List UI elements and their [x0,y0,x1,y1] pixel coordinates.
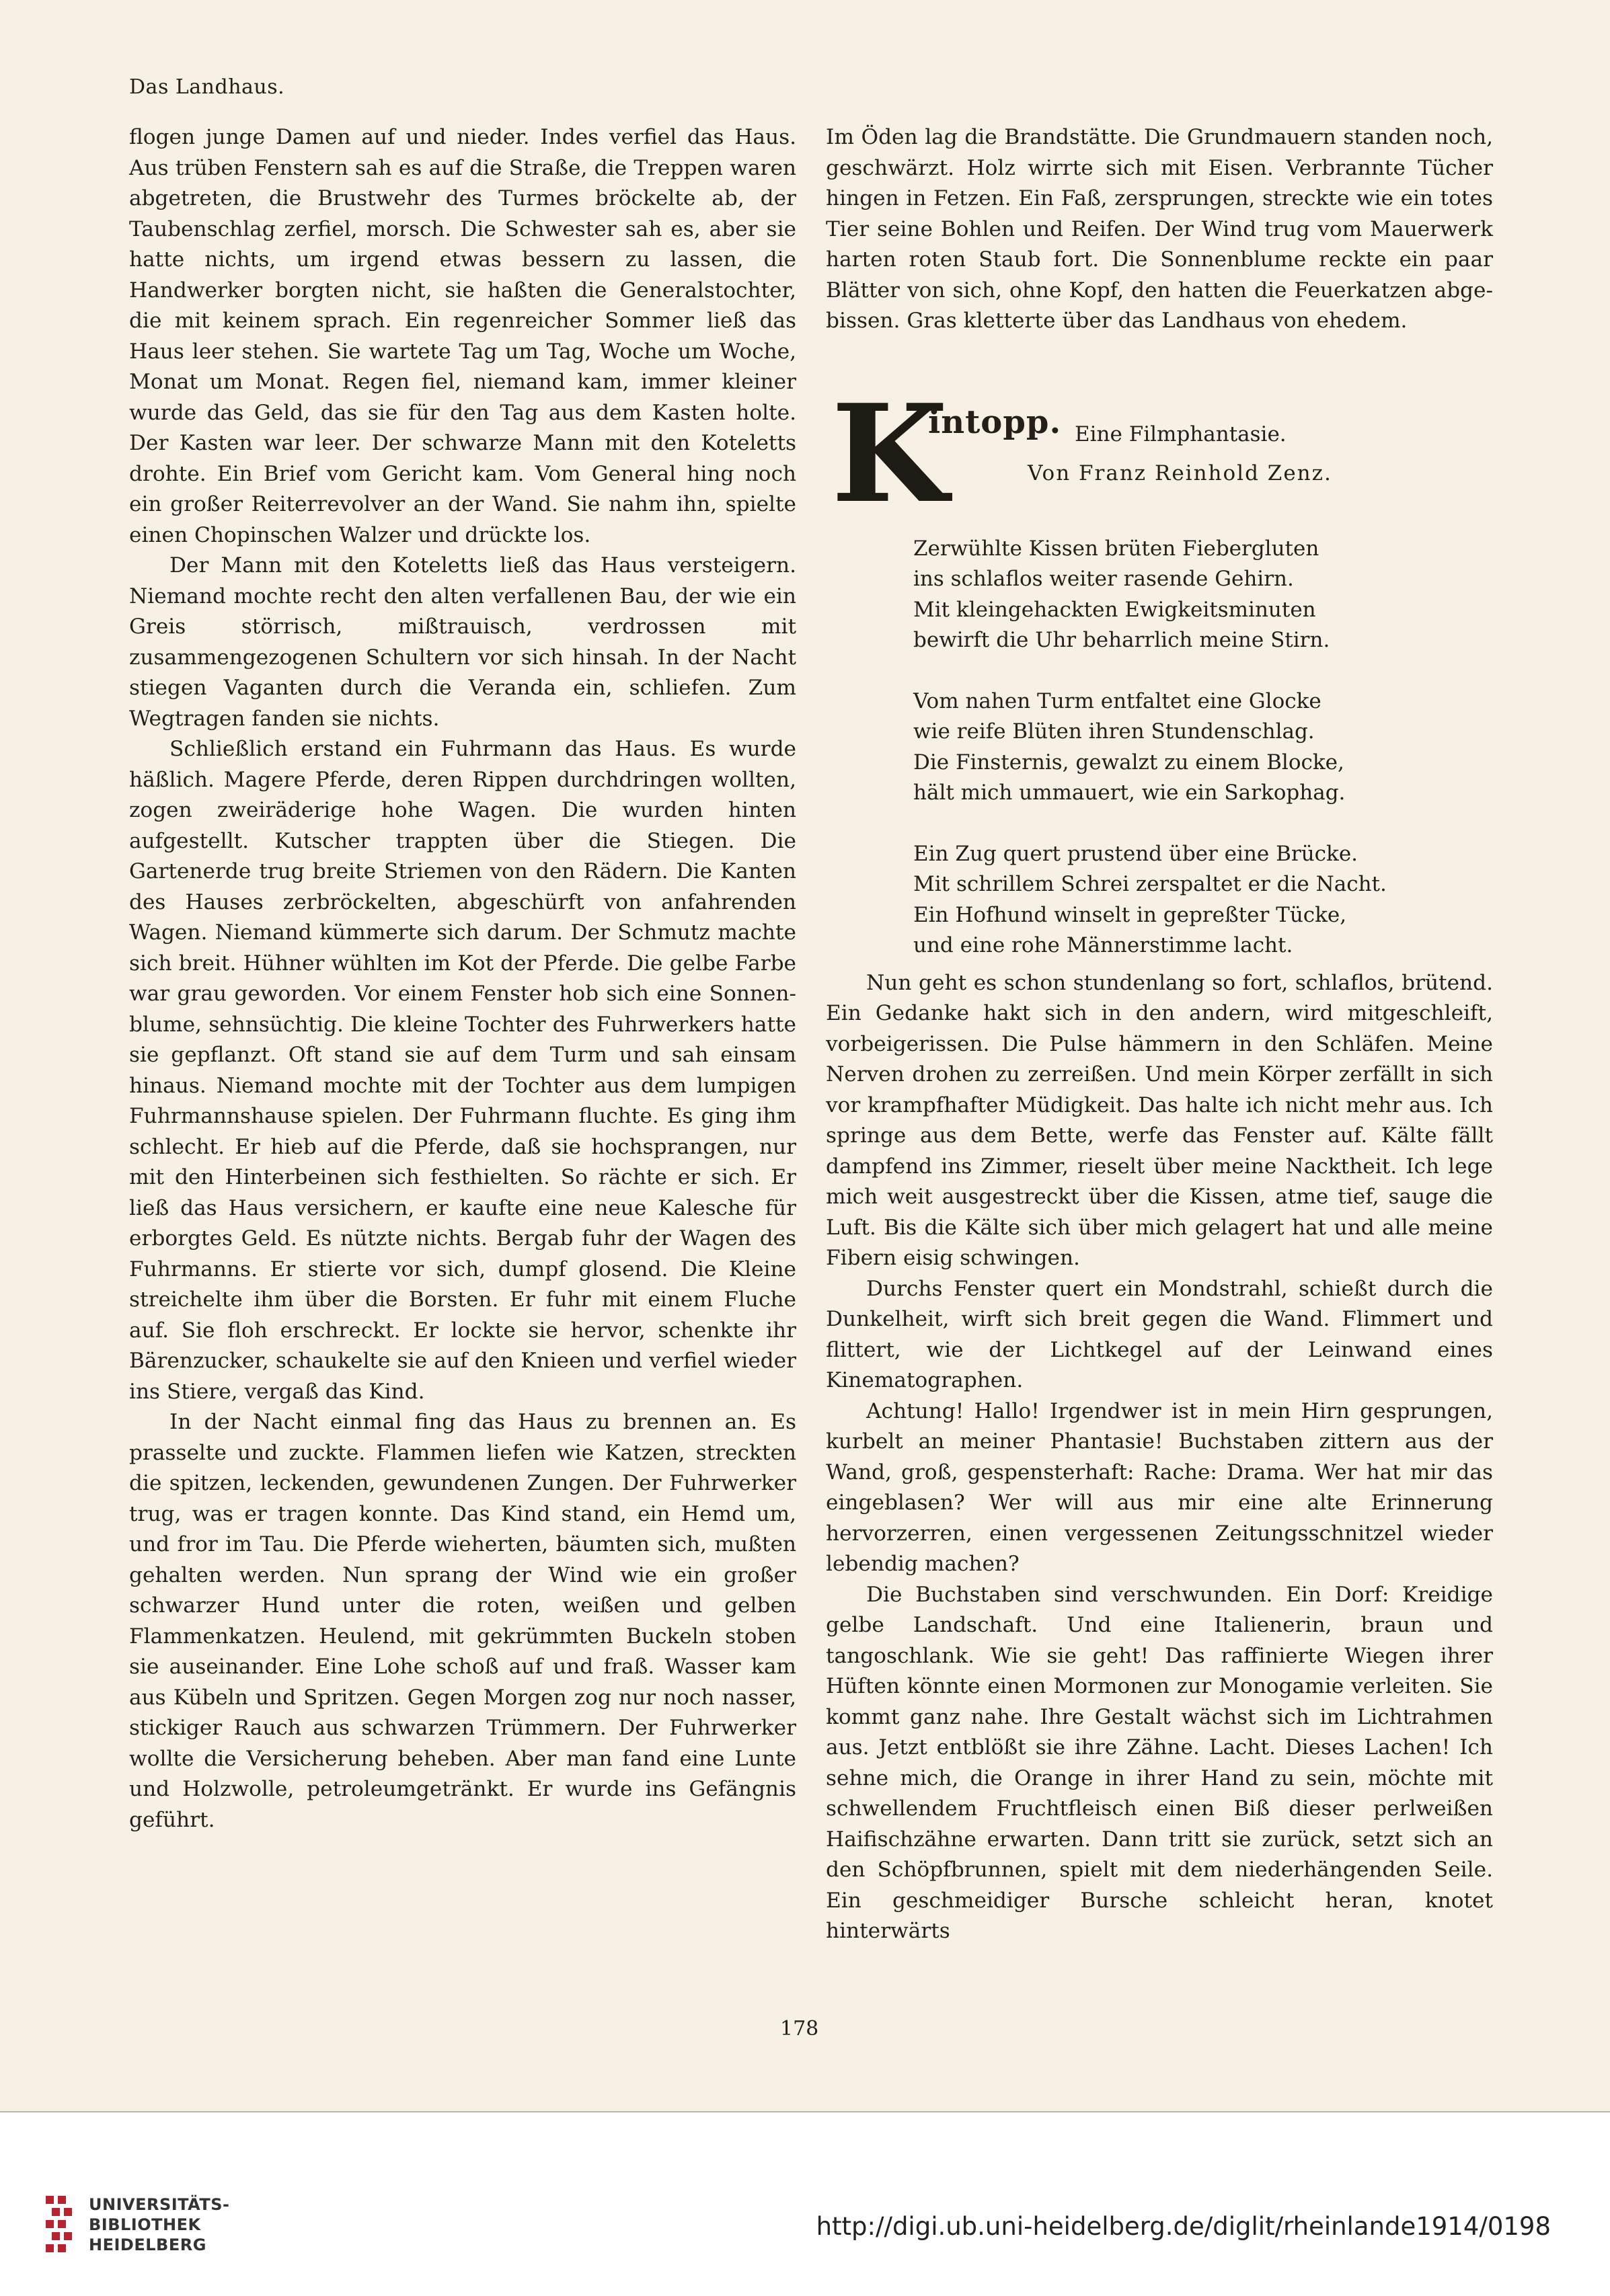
poem-line: Die Finsternis, gewalzt zu einem Blocke, [913,750,1344,775]
page-number: 178 [780,2017,819,2041]
poem-line: bewirft die Uhr beharrlich meine Stirn. [913,628,1330,652]
paragraph: In der Nacht einmal fing das Haus zu brennen an. Es prasselte und zuckte. Flammen liefen wie Katzen, streckten die spitzen, leckenden, gewundenen Zungen. Der Fuhrwerker trug, was er tragen konnte. Das Kind stand, ein Hemd um, und fror im Tau. Die Pferde wieherten, bäumten sich, mußten gehalten werden. Nun sprang der Wind wie ein großer schwarzer Hund unter die roten, weißen und gelben Flammenkatzen. Heulend, mit gekrümmten Buckeln stoben sie auseinander. Eine Lohe schoß auf und fraß. Wasser kam aus Kübeln und Spritzen. Gegen Morgen zog nur noch nasser, stickiger Rauch aus schwarzen Trümmern. Der Fuhrwerker wollte die Versicherung beheben. Aber man fand eine Lunte und Holzwolle, petroleumgetränkt. Er wurde ins Gefängnis geführt. [129,1410,796,1832]
poem-line: wie reife Blüten ihren Stundenschlag. [913,719,1315,744]
paragraph: Nun geht es schon stundenlang so fort, schlaflos, brütend. Ein Gedanke hakt sich in den andern, wird mitgeschleift, vorbeigerissen. Die Pulse hämmern in den Schläfen. Meine Nerven drohen zu zerreißen. Und mein Körper zerfällt in sich vor krampfhafter Müdigkeit. Das halte ich nicht mehr aus. Ich springe aus dem Bette, werfe das Fenster auf. Kälte fällt dampfend ins Zimmer, rieselt über meine Nacktheit. Ich lege mich weit ausgestreckt über die Kissen, atme tief, sauge die Luft. Bis die Kälte sich über mich gelagert hat und alle meine Fibern eisig schwingen. [826,970,1493,1270]
poem-line: und eine rohe Männerstimme lacht. [913,933,1293,957]
poem-line: Mit kleingehackten Ewigkeitsminuten [913,597,1316,622]
poem-line: Ein Hofhund winselt in gepreßter Tücke, [913,902,1347,927]
poem-stanza [913,839,1493,961]
poem-line: Ein Zug quert prustend über eine Brücke. [913,841,1358,866]
library-name-line: UNIVERSITÄTS- [89,2195,230,2214]
poem-stanza [913,686,1493,809]
drop-initial: K [831,374,948,533]
poem [913,534,1493,961]
poem-line: Vom nahen Turm entfaltet eine Glocke [913,688,1321,713]
article-title: intopp. [928,403,1062,441]
poem-line: Zerwühlte Kissen brüten Fiebergluten [913,536,1319,561]
paragraph: Schließlich erstand ein Fuhrmann das Haus. Es wurde häßlich. Magere Pferde, deren Rippen durchdringen wollten, zogen zweiräderige hohe Wagen. Die wurden hinten aufgestellt. Kutscher trappten über die Stiegen. Die Gartenerde trug breite Striemen von den Rädern. Die Kanten des Hauses zerbröckelten, abgeschürft von anfahrenden Wagen. Niemand kümmerte sich darum. Der Schmutz machte sich breit. Hühner wühlten im Kot der Pferde. Die gelbe Farbe war grau geworden. Vor einem Fenster hob sich eine Sonnenblume, sehnsüchtig. Die kleine Tochter des Fuhrwerkers hatte sie gepflanzt. Oft stand sie auf dem Turm und sah einsam hinaus. Niemand mochte mit der Tochter aus dem lumpigen Fuhrmannshause spielen. Der Fuhrmann fluchte. Es ging ihm schlecht. Er hieb auf die Pferde, daß sie hochsprangen, nur mit den Hinterbeinen sich festhielten. So rächte er sich. Er ließ das Haus versichern, er kaufte eine neue Kalesche für erborgtes Geld. Es nützte nichts. Bergab fuhr der Wagen des Fuhrmanns. Er stierte vor sich, dumpf glosend. Die Kleine streichelte ihm über die Borsten. Er fuhr mit einem Fluche auf. Sie floh erschreckt. Er lockte sie hervor, schenkte ihr Bärenzucker, schaukelte sie auf den Knieen und verfiel wieder ins Stiere, vergaß das Kind. [129,737,796,1404]
running-head: Das Landhaus. [129,75,285,99]
poem-line: ins schlaflos weiter rasende Gehirn. [913,567,1294,591]
paragraph: flogen junge Damen auf und nieder. Indes verfiel das Haus. Aus trüben Fenstern sah es auf die Straße, die Treppen waren abgetreten, die Brustwehr des Turmes bröckelte ab, der Taubenschlag zerfiel, morsch. Die Schwester sah es, aber sie hatte nichts, um irgend etwas bessern zu lassen, die Handwerker borgten nicht, sie haßten die Generalstochter, die mit keinem sprach. Ein regenreicher Sommer ließ das Haus leer stehen. Sie wartete Tag um Tag, Woche um Woche, Monat um Monat. Regen fiel, niemand kam, immer kleiner wurde das Geld, das sie für den Tag aus dem Kasten holte. Der Kasten war leer. Der schwarze Mann mit den Koteletts drohte. Ein Brief vom Gericht kam. Vom General hing noch ein großer Reiterrevolver an der Wand. Sie nahm ihn, spielte einen Chopinschen Walzer und drückte los. [129,125,796,547]
article-heading [826,374,1493,533]
poem-line: hält mich ummauert, wie ein Sarkophag. [913,781,1346,805]
library-name [89,2194,230,2255]
library-name-line: BIBLIOTHEK [89,2215,201,2234]
library-name-line: HEIDELBERG [89,2235,206,2254]
article-subtitle: Eine Filmphantasie. [1075,422,1287,446]
poem-line: Mit schrillem Schrei zerspaltet er die Nacht. [913,872,1387,896]
paragraph: Achtung! Hallo! Irgendwer ist in mein Hirn gesprungen, kurbelt an meiner Phantasie! Buchstaben zittern aus der Wand, groß, gespensterhaft: Rache: Drama. Wer hat mir das eingeblasen? Wer will aus mir eine alte Erinnerung hervorzerren, einen vergessenen Zeitungsschnitzel wieder lebendig machen? [826,1398,1493,1576]
article-author: Von Franz Reinhold Zenz. [1028,461,1332,485]
library-footer [0,2112,1610,2296]
poem-stanza [913,534,1493,656]
source-url-link[interactable]: http://digi.ub.uni-heidelberg.de/diglit/rheinlande1914/0198 [816,2212,1551,2241]
left-column [129,122,796,1835]
paragraph: Der Mann mit den Koteletts ließ das Haus versteigern. Niemand mochte recht den alten verfallenen Bau, der wie ein Greis störrisch, mißtrauisch, verdrossen mit zusammengezogenen Schultern vor sich hinsah. In der Nacht stiegen Vaganten durch die Veranda ein, schliefen. Zum Wegtragen fanden sie nichts. [129,553,796,731]
right-column [826,122,1493,1947]
paragraph: Die Buchstaben sind verschwunden. Ein Dorf: Kreidige gelbe Landschaft. Und eine Italienerin, braun und tangoschlank. Wie sie geht! Das raffinierte Wiegen ihrer Hüften könnte einen Mormonen zur Monogamie verleiten. Sie kommt ganz nahe. Ihre Gestalt wächst sich im Lichtrahmen aus. Jetzt entblößt sie ihre Zähne. Lacht. Dieses Lachen! Ich sehne mich, die Orange in ihrer Hand zu sein, möchte mit schwellendem Fruchtfleisch einen Biß dieser perlweißen Haifischzähne erwarten. Dann tritt sie zurück, setzt sich an den Schöpfbrunnen, spielt mit dem niederhängenden Seile. Ein geschmeidiger Bursche schleicht heran, knotet hinterwärts [826,1582,1493,1943]
library-logo-icon [42,2193,78,2260]
paragraph: Durchs Fenster quert ein Mondstrahl, schießt durch die Dunkelheit, wirft sich breit gegen die Wand. Flimmert und flittert, wie der Lichtkegel auf der Leinwand eines Kinematographen. [826,1276,1493,1392]
paragraph: Im Öden lag die Brandstätte. Die Grundmauern standen noch, geschwärzt. Holz wirrte sich mit Eisen. Verbrannte Tücher hingen in Fetzen. Ein Faß, zersprungen, streckte wie ein totes Tier seine Bohlen und Reifen. Der Wind trug vom Mauerwerk harten roten Staub fort. Die Sonnenblume reckte ein paar Blätter von sich, ohne Kopf, den hatten die Feuerkatzen abgebissen. Gras kletterte über das Landhaus von ehedem. [826,125,1493,333]
